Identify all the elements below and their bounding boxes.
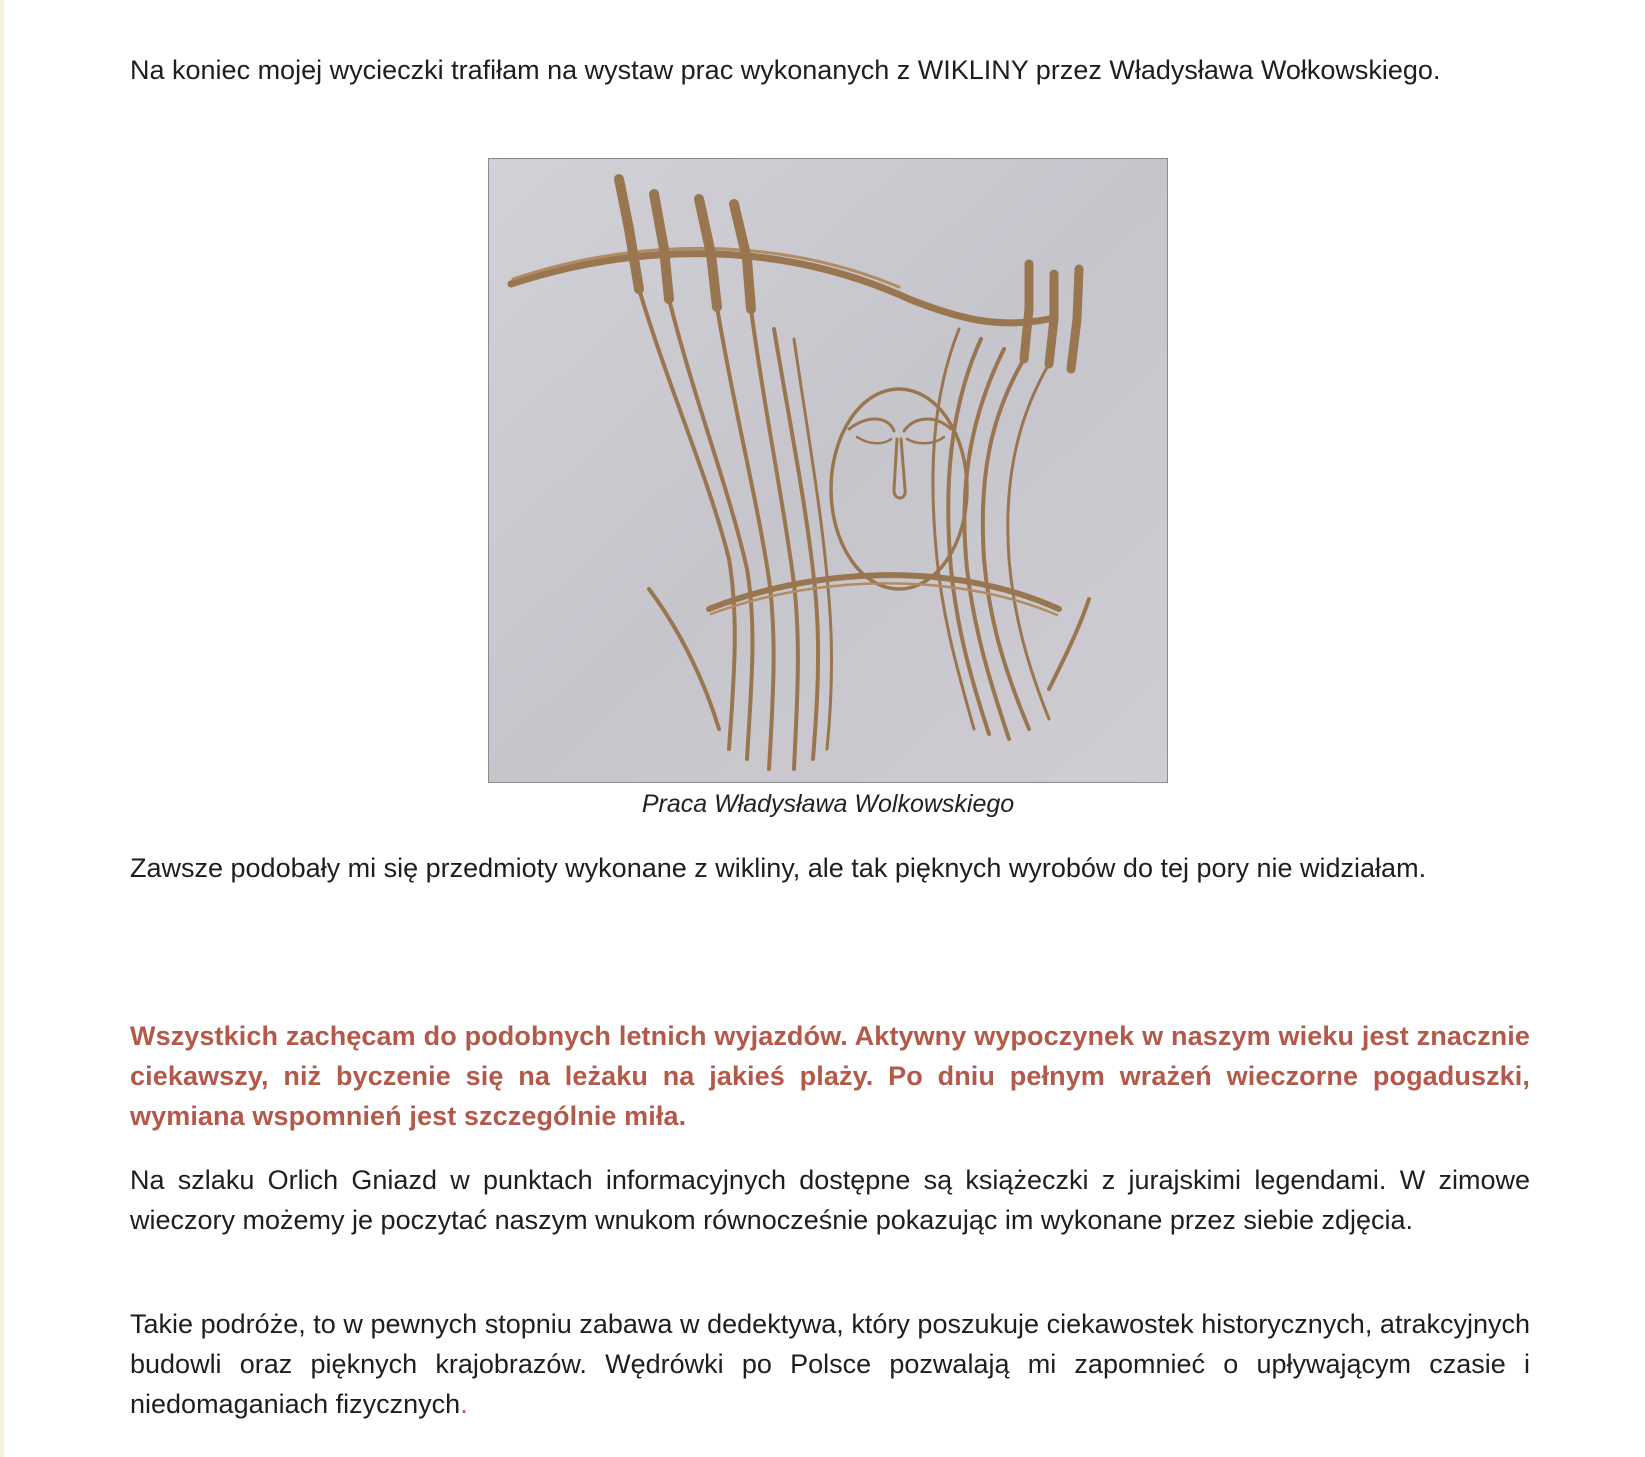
wicker-sculpture-drawing bbox=[489, 159, 1168, 783]
paragraph-travel-end: . bbox=[460, 1389, 468, 1419]
figure-caption: Praca Władysława Wolkowskiego bbox=[641, 790, 1015, 818]
paragraph-intro: Na koniec mojej wycieczki trafiłam na wystaw prac wykonanych z WIKLINY przez Władysława Wołkowskiego. bbox=[130, 55, 1441, 85]
paragraph-encouragement: Wszystkich zachęcam do podobnych letnich wyjazdów. Aktywny wypoczynek w naszym wieku jest znacznie ciekawszy, niż byczenie się na leżaku na jakieś plaży. Po dniu pełnym wrażeń wieczorne pogaduszki, wymiana wspomnień jest szczególnie miła. bbox=[130, 1021, 1530, 1131]
page-edge bbox=[0, 0, 4, 1457]
paragraph-legends: Na szlaku Orlich Gniazd w punktach informacyjnych dostępne są książeczki z jurajskimi legendami. W zimowe wieczory możemy je poczytać naszym wnukom równocześnie pokazując im wykonane przez siebie zdjęcia. bbox=[130, 1165, 1530, 1235]
paragraph-travel-text: Takie podróże, to w pewnych stopniu zabawa w dedektywa, który poszukuje ciekawostek historycznych, atrakcyjnych budowli oraz pięknych krajobrazów. Wędrówki po Polsce pozwalają mi zapomnieć o upływającym czasie i niedomaganiach fizycznych bbox=[130, 1309, 1530, 1419]
paragraph-wicker: Zawsze podobały mi się przedmioty wykonane z wikliny, ale tak pięknych wyrobów do tej pory nie widziałam. bbox=[130, 853, 1427, 883]
wicker-sculpture-photo bbox=[488, 158, 1168, 783]
paragraph-travel bbox=[130, 1304, 1530, 1424]
